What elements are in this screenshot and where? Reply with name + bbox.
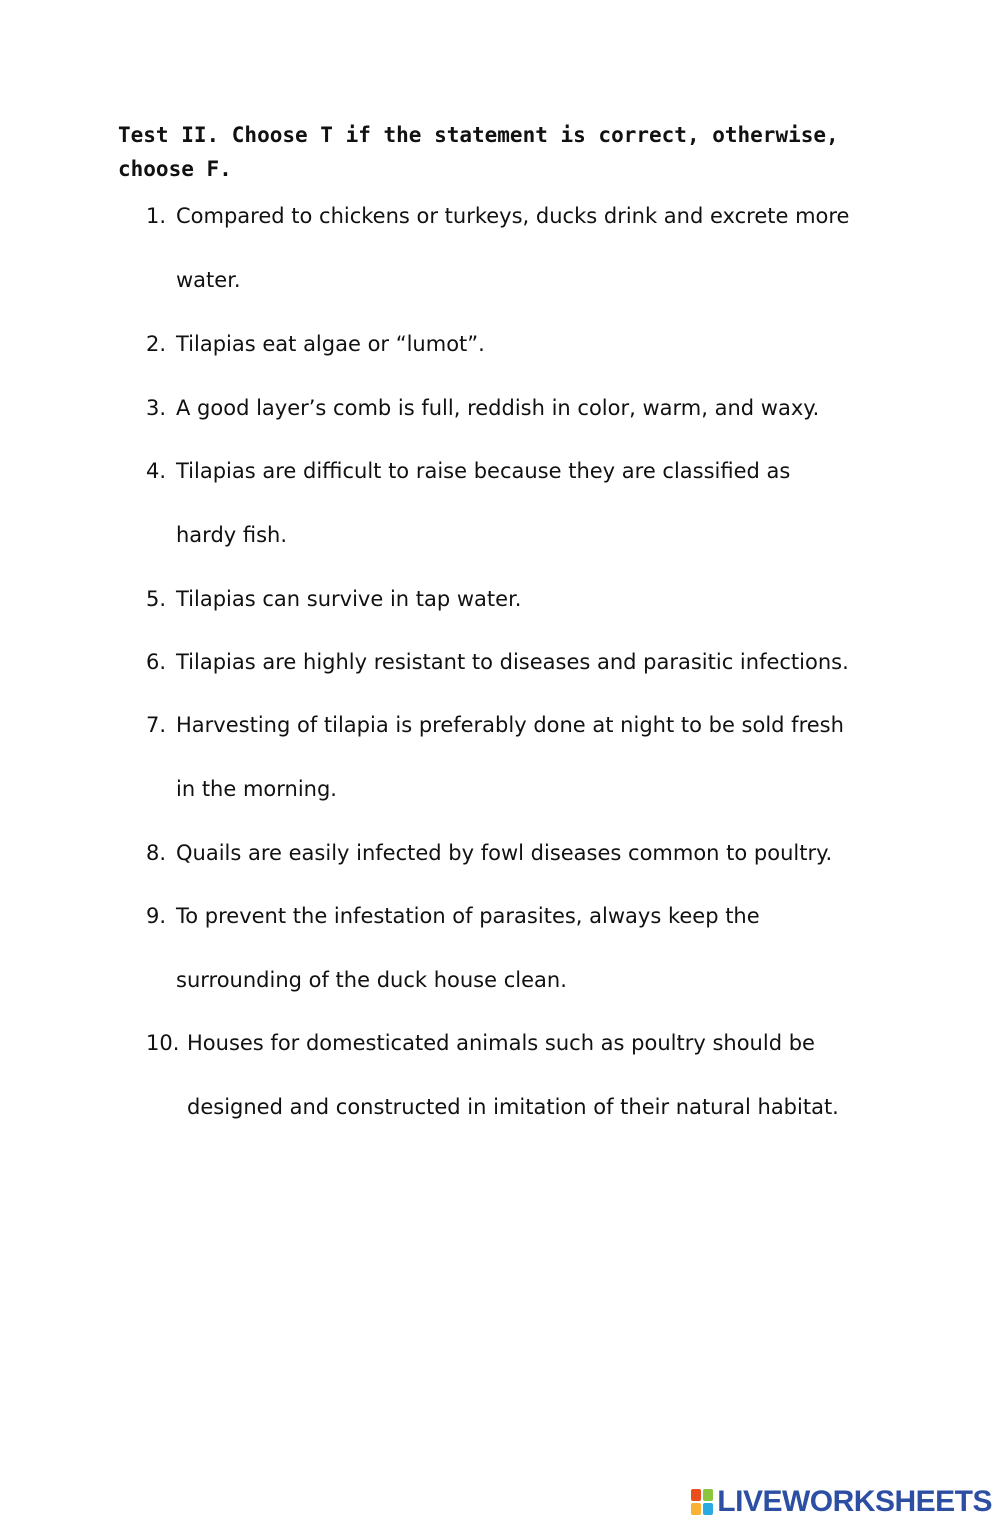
question-text-line: Compared to chickens or turkeys, ducks drink and excrete more xyxy=(176,204,850,228)
question-number: 9. xyxy=(146,904,167,928)
question-number: 1. xyxy=(146,204,167,228)
question-text-line: Quails are easily infected by fowl diseases common to poultry. xyxy=(176,841,833,865)
question-text-line: Tilapias are highly resistant to diseases and parasitic infections. xyxy=(176,650,849,674)
logo-square xyxy=(703,1489,713,1501)
question-number: 10. xyxy=(146,1031,180,1055)
logo-square xyxy=(703,1503,713,1515)
question-number: 2. xyxy=(146,332,167,356)
question-number: 5. xyxy=(146,587,167,611)
question-text-line: designed and constructed in imitation of their natural habitat. xyxy=(187,1095,839,1119)
question-text-line: To prevent the infestation of parasites, always keep the xyxy=(176,904,760,928)
logo-square xyxy=(691,1503,701,1515)
question-text-line: Harvesting of tilapia is preferably done at night to be sold fresh xyxy=(176,713,844,737)
question-text-line: hardy fish. xyxy=(176,523,288,547)
question-text-line: water. xyxy=(176,268,241,292)
logo-square xyxy=(691,1489,701,1501)
question-text-line: A good layer’s comb is full, reddish in color, warm, and waxy. xyxy=(176,396,820,420)
liveworksheets-footer[interactable] xyxy=(691,1485,992,1519)
question-number: 4. xyxy=(146,459,167,483)
question-number: 8. xyxy=(146,841,167,865)
question-number: 7. xyxy=(146,713,167,737)
brand-name: LIVEWORKSHEETS xyxy=(717,1485,992,1518)
question-text-line: Tilapias eat algae or “lumot”. xyxy=(176,332,485,356)
question-text-line: surrounding of the duck house clean. xyxy=(176,968,567,992)
question-text-line: Tilapias can survive in tap water. xyxy=(176,587,522,611)
question-text-line: Houses for domesticated animals such as poultry should be xyxy=(187,1031,815,1055)
question-text-line: Tilapias are difficult to raise because they are classified as xyxy=(176,459,791,483)
question-number: 6. xyxy=(146,650,167,674)
question-text-line: in the morning. xyxy=(176,777,337,801)
liveworksheets-logo-icon xyxy=(691,1489,713,1515)
test-heading: Test II. Choose T if the statement is correct, otherwise, choose F. xyxy=(118,123,839,181)
question-number: 3. xyxy=(146,396,167,420)
